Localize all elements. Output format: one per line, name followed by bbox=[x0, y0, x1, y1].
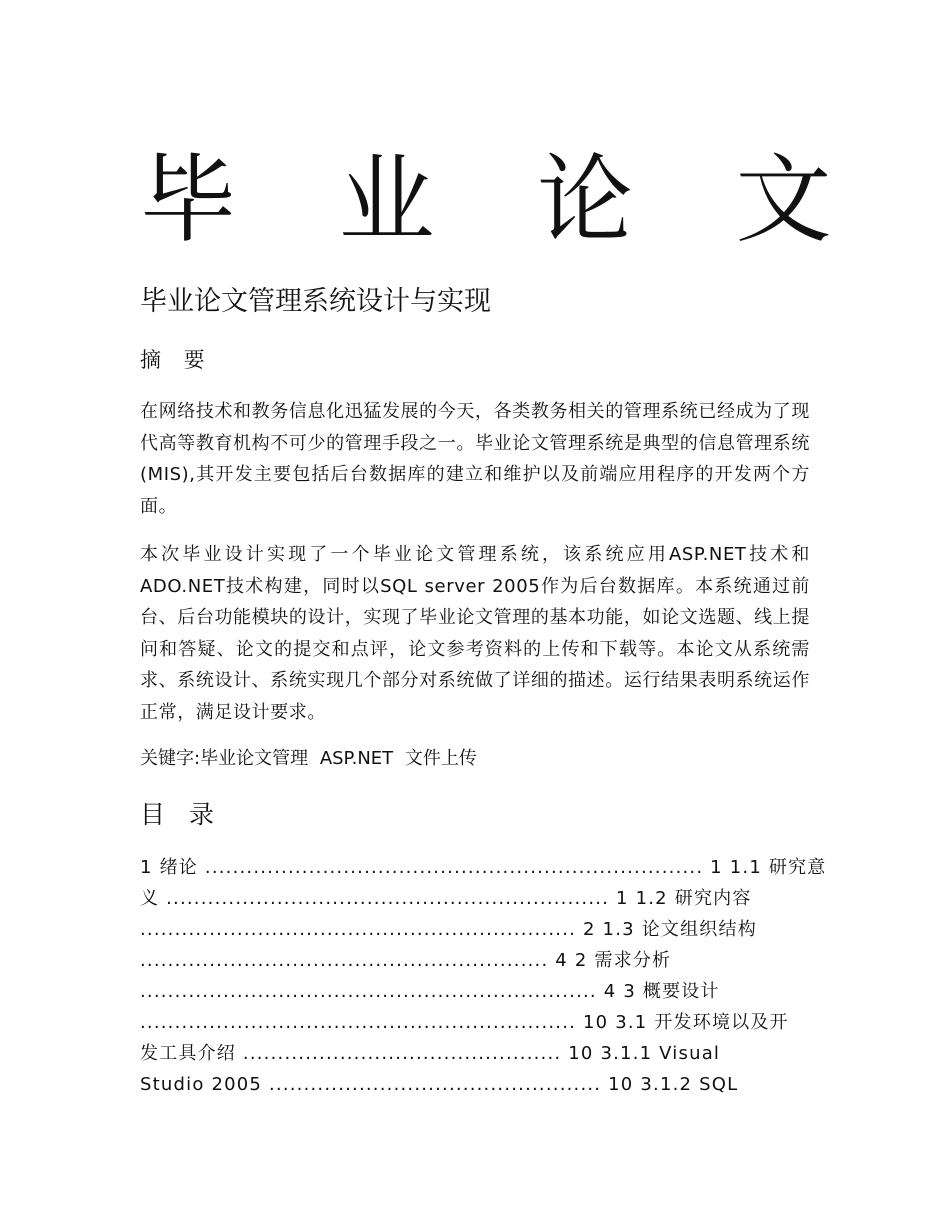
toc-line: 义 ................................................................ 1 1.2 研究内容 bbox=[140, 888, 752, 909]
toc-line: ............................................................... 2 1.3 论文组织结构 bbox=[140, 919, 757, 940]
abstract-paragraph: 在网络技术和教务信息化迅猛发展的今天，各类教务相关的管理系统已经成为了现代高等教育机构不可少的管理手段之一。毕业论文管理系统是典型的信息管理系统(MIS),其开发主要包括后台数据库的建立和维护以及前端应用程序的开发两个方面。 bbox=[140, 401, 810, 517]
toc-line: 1 绪论 ........................................................................ 1 1.1 研究意 bbox=[140, 857, 827, 878]
keywords-line bbox=[140, 743, 483, 774]
keyword: 文件上传 bbox=[404, 748, 477, 769]
toc-line: 发工具介绍 .............................................. 10 3.1.1 Visual bbox=[140, 1043, 721, 1064]
cover-title: 毕 业 论 文 bbox=[140, 144, 868, 256]
toc-line: ........................................................... 4 2 需求分析 bbox=[140, 950, 672, 971]
abstract-heading: 摘 要 bbox=[140, 348, 213, 372]
table-of-contents bbox=[140, 852, 827, 1100]
toc-line: .................................................................. 4 3 概要设计 bbox=[140, 981, 720, 1002]
keyword: 毕业论文管理 bbox=[200, 748, 309, 769]
keyword: ASP.NET bbox=[319, 748, 394, 769]
toc-line: ............................................................... 10 3.1 开发环境以及开 bbox=[140, 1012, 789, 1033]
keywords-label: 关键字: bbox=[140, 748, 201, 769]
toc-line: Studio 2005 ................................................ 10 3.1.2 SQL bbox=[140, 1074, 739, 1095]
abstract-paragraph: 本次毕业设计实现了一个毕业论文管理系统，该系统应用ASP.NET技术和ADO.NET技术构建，同时以SQL server 2005作为后台数据库。本系统通过前台、后台功能模块的设计，实现了毕业论文管理的基本功能，如论文选题、线上提问和答疑、论文的提交和点评，论文参考资料的上传和下载等。本论文从系统需求、系统设计、系统实现几个部分对系统做了详细的描述。运行结果表明系统运作正常，满足设计要求。 bbox=[140, 544, 810, 723]
thesis-subtitle: 毕业论文管理系统设计与实现 bbox=[140, 286, 491, 317]
toc-heading: 目 录 bbox=[140, 800, 222, 829]
